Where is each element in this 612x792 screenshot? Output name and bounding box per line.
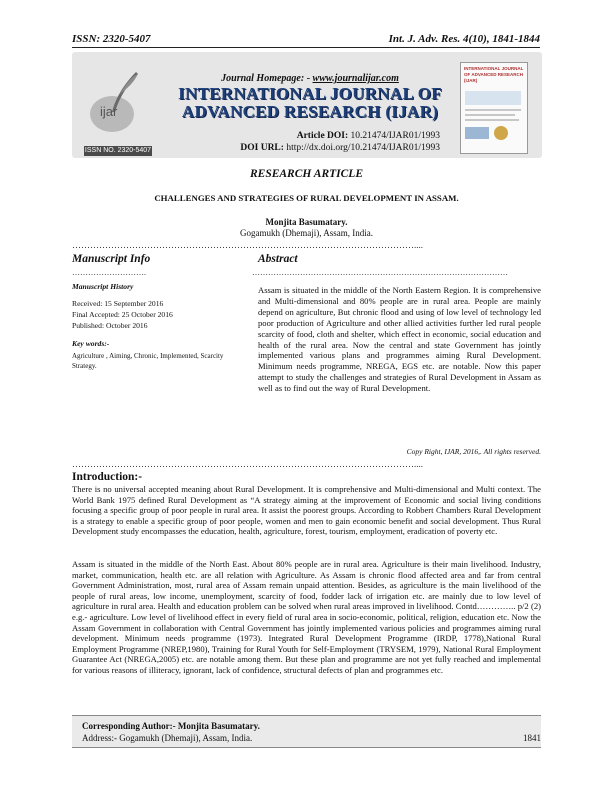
manuscript-info-title: Manuscript Info [72, 253, 151, 265]
doi-url-label: DOI URL: [240, 143, 284, 153]
manuscript-history-label: Manuscript History [72, 282, 134, 291]
doi-value: 10.21474/IJAR01/1993 [350, 131, 440, 141]
doi-label: Article DOI: [296, 131, 349, 141]
logo-issn: ISSN NO. 2320-5407 [84, 147, 152, 154]
issn-header: ISSN: 2320-5407 [72, 33, 151, 45]
manuscript-dots: ………………………. [72, 268, 146, 277]
keywords-list: Agriculture , Aiming, Chronic, Implemented, Scarcity Strategy. [72, 352, 224, 370]
received-date: Received: 15 September 2016 [72, 299, 164, 308]
homepage-link[interactable]: www.journalijar.com [312, 73, 399, 84]
introduction-paragraph-1: There is no universal accepted meaning about Rural Development. It is comprehensive and Multi-dimensional and Multi context. The World Bank 1975 defined Rural Development as “A strategy aiming at the improvement of Economic and social living conditions focusing a specific group of poor people in rural area. It assist the poorest groups. According to Robbert Chambers Rural Development is a strategy to enable a specific group of poor people, women and men to gain economic benefit and social development. Thus Rural Development study encompasses the education, health, agriculture, forest, tourism, employment, eradication of poverty etc. [72, 484, 541, 537]
doi-url-line [160, 143, 440, 153]
abstract-title: Abstract [258, 253, 298, 265]
abstract-text: Assam is situated in the middle of the North Eastern Region. It is comprehensive and Multi-dimensional and 80% people are in rural area. People are mainly depend on agriculture, But chronic flood and using of low level of technology led poor production of Agriculture and other allied activities further led rural people scarcity of food, cloth and shelter, which effect in economic, social education and health of the rural area. Now the central and state Government has jointly implemented various plans and programmes aiming Rural Development. Minimum needs programme, NREGA, EGS etc. are notable. Now this paper attempt to study the challenges and strategies of Rural Development in Assam as well as to find out the way of Rural Development. [258, 285, 541, 394]
doi-line [160, 131, 440, 141]
introduction-title: Introduction:- [72, 471, 143, 483]
published-date: Published: October 2016 [72, 321, 148, 330]
header-rule [72, 47, 540, 48]
citation-header: Int. J. Adv. Res. 4(10), 1841-1844 [388, 33, 540, 45]
separator-top: …………………………………………………………………………………………………….... [72, 240, 423, 250]
homepage-line [160, 73, 460, 84]
introduction-paragraph-2: Assam is situated in the middle of the North East. About 80% people are in rural area. Agriculture is their main livelihood. Industry, market, communication, health etc. are all relation with Agriculture. As Assam is chronic flood affected area and far from central Government Administration, most, rural area of Assam remain unpaid attention. Besides, as agriculture is the main livelihood of the people of rural areas, low income, unemployment, scarcity of food, fodder lack of irrigation etc. are mainly due to low level of agriculture in rural area. Health and education problem can be solved when rural areas improved in livelihood. Contd………….. p/2 (2) e.g.- agriculture. Low level of livelihood effect in every field of rural area in socio-economic, political, religion, education etc. Now the Assam Government in collaboration with Central Government has jointly implemented various policies and programmes aiming rural development. Minimum needs programme (1973). Integrated Rural Development Programme (IRDP, 1778),National Rural Employment Programme (NREP,1980), Training for Rural Youth for Self-Employment (TRYSEM, 1979), National Rural Employment Guarantee Act (NREGA,2005) etc. are notable among them. But these plan and programme are not yet fully reached and implemental for various reasons of illiteracy, ignorant, lack of confidence, structural defects of plan and programmes etc. [72, 559, 541, 675]
cover-graphic-icon [461, 87, 525, 143]
journal-name-line1: INTERNATIONAL JOURNAL OF [178, 84, 442, 103]
final-accepted-date: Final Accepted: 25 October 2016 [72, 310, 173, 319]
corresponding-author-box [72, 715, 541, 748]
homepage-label: Journal Homepage: - [221, 73, 311, 84]
journal-cover-thumbnail [460, 62, 528, 154]
corresponding-author-label: Corresponding Author:- Monjita Basumatary. [82, 721, 260, 731]
journal-name-line2: ADVANCED RESEARCH (IJAR) [181, 102, 439, 121]
page-number: 1841 [523, 733, 541, 743]
cover-title: INTERNATIONAL JOURNAL OF ADVANCED RESEARCH (IJAR) [464, 66, 524, 83]
separator-bottom: …………………………………………………………………………………………………….... [72, 459, 423, 469]
logo-text: ijar [100, 104, 118, 119]
abstract-dots: …………………………………………………………………………………… [252, 268, 508, 277]
article-type: RESEARCH ARTICLE [249, 168, 364, 180]
author-name: Monjita Basumatary. [265, 217, 348, 227]
article-title: CHALLENGES AND STRATEGIES OF RURAL DEVELOPMENT IN ASSAM. [154, 193, 459, 203]
author-affiliation: Gogamukh (Dhemaji), Assam, India. [240, 228, 373, 238]
corresponding-address: Address:- Gogamukh (Dhemaji), Assam, India. [82, 733, 253, 743]
copyright-note: Copy Right, IJAR, 2016,. All rights reserved. [406, 447, 541, 456]
doi-url-link[interactable]: http://dx.doi.org/10.21474/IJAR01/1993 [286, 143, 440, 153]
keywords-label: Key words:- [72, 339, 110, 348]
